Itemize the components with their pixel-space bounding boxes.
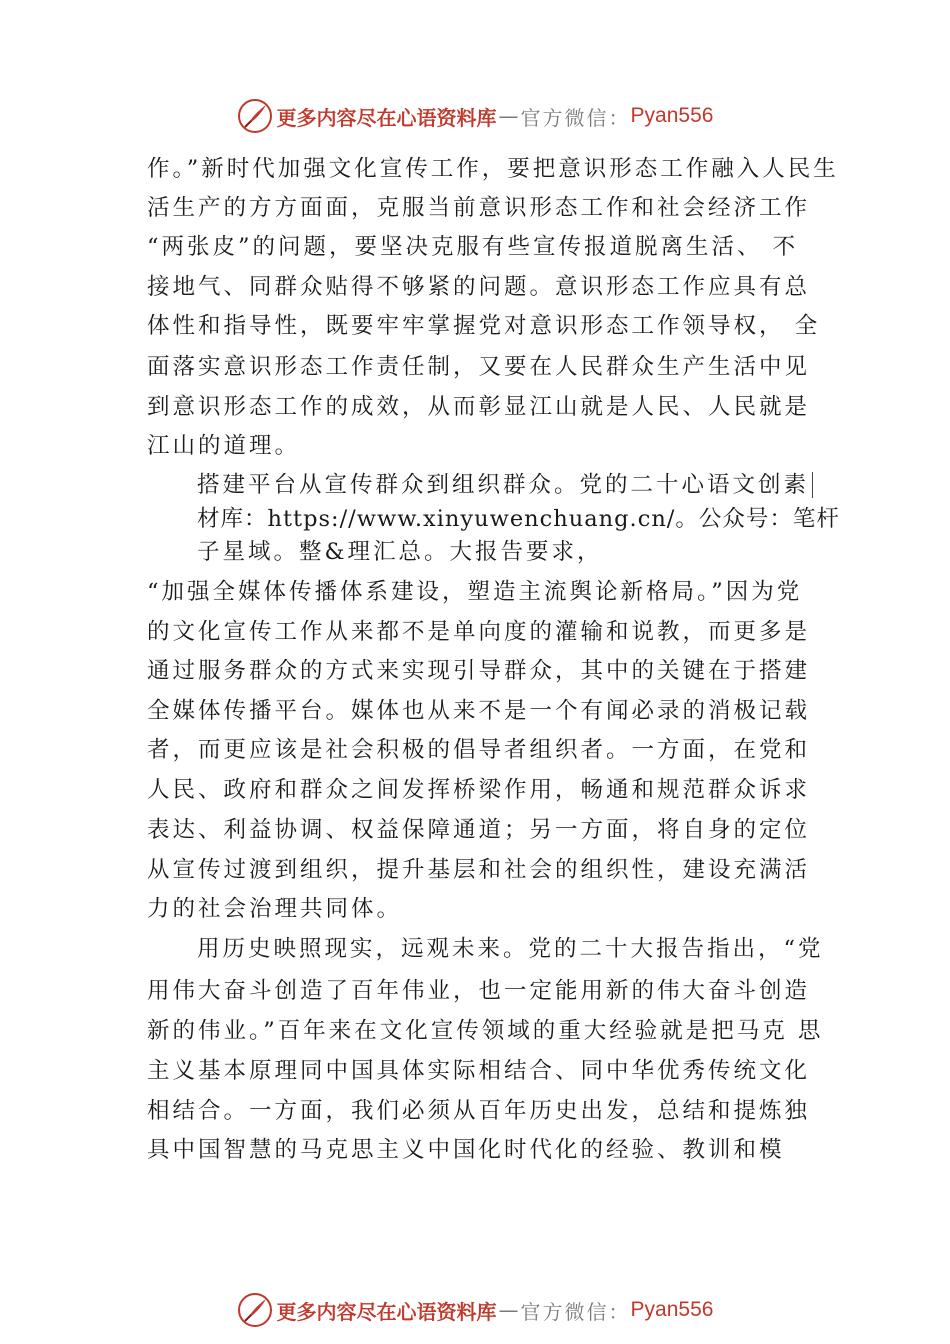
body-line: 到意识形态工作的成效，从而彰显江山就是人民、人民就是	[147, 394, 811, 420]
body-line: “两张皮”的问题，要坚决克服有些宣传报道脱离生活、 不	[147, 234, 799, 260]
watermark-sub-text: 官方微信：	[520, 105, 631, 130]
body-line: 新的伟业。”百年来在文化宣传领域的重大经验就是把马克 思	[147, 1018, 824, 1044]
paragraph-first-line: 用历史映照现实，远观未来。党的二十大报告指出，“党	[197, 936, 824, 962]
body-line: 主义基本原理同中国具体实际相结合、同中华优秀传统文化	[147, 1058, 811, 1084]
body-line: 接地气、同群众贴得不够紧的问题。意识形态工作应具有总	[147, 274, 811, 300]
body-line: 者，而更应该是社会积极的倡导者组织者。一方面，在党和	[147, 737, 811, 763]
header-watermark	[0, 96, 950, 136]
body-line: 作。”新时代加强文化宣传工作，要把意识形态工作融入人民生	[147, 156, 839, 182]
body-line: 江山的道理。	[147, 433, 301, 459]
body-line: 全媒体传播平台。媒体也从来不是一个有闻必录的消极记载	[147, 698, 811, 724]
footer-watermark	[0, 1290, 950, 1330]
watermark-main-text: 更多内容尽在心语资料库	[276, 1299, 497, 1324]
quill-logo-icon	[237, 1292, 273, 1328]
body-line: 面落实意识形态工作责任制，又要在人民群众生产生活中见	[147, 354, 811, 380]
body-line: 表达、利益协调、权益保障通道；另一方面，将自身的定位	[147, 817, 811, 843]
text-cursor	[812, 472, 813, 498]
body-line: 从宣传过渡到组织，提升基层和社会的组织性，建设充满活	[147, 857, 811, 883]
watermark-separator: —	[498, 104, 519, 128]
watermark-wechat-id: Pyan556	[630, 104, 714, 127]
section-heading-line: 搭建平台从宣传群众到组织群众。党的二十心语文创素	[197, 472, 810, 498]
body-line: 子星域。整&理汇总。大报告要求，	[197, 539, 603, 565]
body-line: 用伟大奋斗创造了百年伟业，也一定能用新的伟大奋斗创造	[147, 978, 811, 1004]
watermark-separator: —	[498, 1298, 519, 1322]
body-line: “加强全媒体传播体系建设，塑造主流舆论新格局。”因为党	[147, 579, 803, 605]
body-line: 体性和指导性，既要牢牢掌握党对意识形态工作领导权， 全	[147, 313, 821, 339]
source-url-line: 材库：https://www.xinyuwenchuang.cn/。公众号：笔杆	[197, 506, 840, 532]
watermark-sub-text: 官方微信：	[520, 1299, 631, 1324]
body-line: 的文化宣传工作从来都不是单向度的灌输和说教，而更多是	[147, 619, 811, 645]
watermark-main-text: 更多内容尽在心语资料库	[276, 105, 497, 130]
watermark-wechat-id: Pyan556	[630, 1298, 714, 1321]
quill-logo-icon	[237, 98, 273, 134]
body-line: 活生产的方方面面，克服当前意识形态工作和社会经济工作	[147, 195, 811, 221]
body-line: 具中国智慧的马克思主义中国化时代化的经验、教训和模	[147, 1137, 785, 1163]
body-line: 人民、政府和群众之间发挥桥梁作用，畅通和规范群众诉求	[147, 777, 811, 803]
body-line: 相结合。一方面，我们必须从百年历史出发，总结和提炼独	[147, 1098, 811, 1124]
body-line: 通过服务群众的方式来实现引导群众，其中的关键在于搭建	[147, 658, 811, 684]
body-line: 力的社会治理共同体。	[147, 896, 403, 922]
